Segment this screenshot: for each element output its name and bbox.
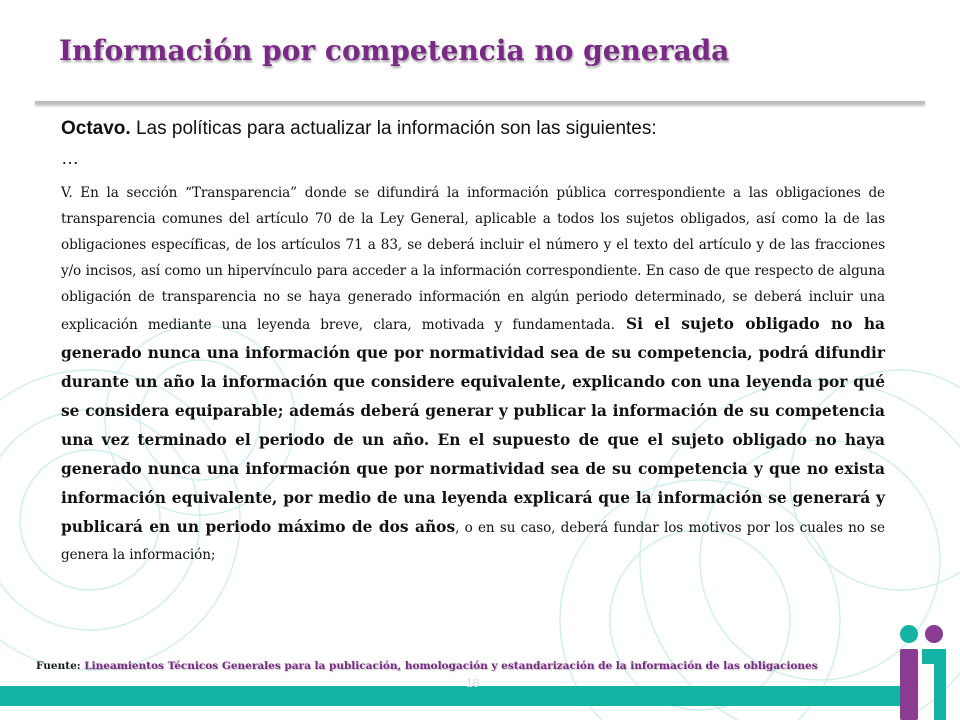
- page-title: Información por competencia no generada: [59, 34, 730, 67]
- title-divider: [35, 101, 925, 104]
- ellipsis: …: [61, 148, 79, 168]
- body-regular-text: V. En la sección “Transparencia” donde se difundirá la información pública correspondiente a las obligaciones de transparencia comunes del artículo 70 de la Ley General, aplicable a todos los sujetos obligados, así como la de las obligaciones específicas, de los artículos 71 a 83, se deberá incluir el número y el texto del artículo y de las fracciones y/o incisos, así como un hipervínculo para acceder a la información correspondiente. En caso de que respecto de alguna obligación de transparencia no se haya generado información en algún periodo determinado, se deberá incluir una explicación mediante una leyenda breve, clara, motivada y fundamentada.: [61, 185, 885, 333]
- intro-bold-label: Octavo.: [61, 118, 131, 139]
- body-bold-text: Si el sujeto obligado no ha generado nunca una información que por normatividad sea de su competencia, podrá difundir durante un año la información que considere equivalente, explicando con una leyenda por qué se considera equiparable; además deberá generar y publicar la información de su competencia una vez terminado el periodo de un año. En el supuesto de que el sujeto obligado no haya generado nunca una información que por normatividad sea de su competencia y que no exista información equivalente, por medio de una leyenda explicará que la información se generará y publicará en un periodo máximo de dos años: [61, 315, 885, 536]
- body-end-text: , o en su caso, deberá fundar los motivos por los cuales no se genera la información;: [61, 520, 885, 563]
- footer-bar: [0, 686, 900, 706]
- institution-logo-icon: [898, 622, 948, 720]
- source-citation: [36, 660, 818, 672]
- source-label: Fuente:: [36, 660, 85, 672]
- intro-text: Las políticas para actualizar la información son las siguientes:: [130, 118, 657, 139]
- body-paragraph: [61, 180, 885, 568]
- intro-line: [61, 118, 891, 140]
- source-value: Lineamientos Técnicos Generales para la publicación, homologación y estandarización de la información de las obligaciones: [84, 660, 818, 672]
- page-number: 18: [466, 676, 480, 690]
